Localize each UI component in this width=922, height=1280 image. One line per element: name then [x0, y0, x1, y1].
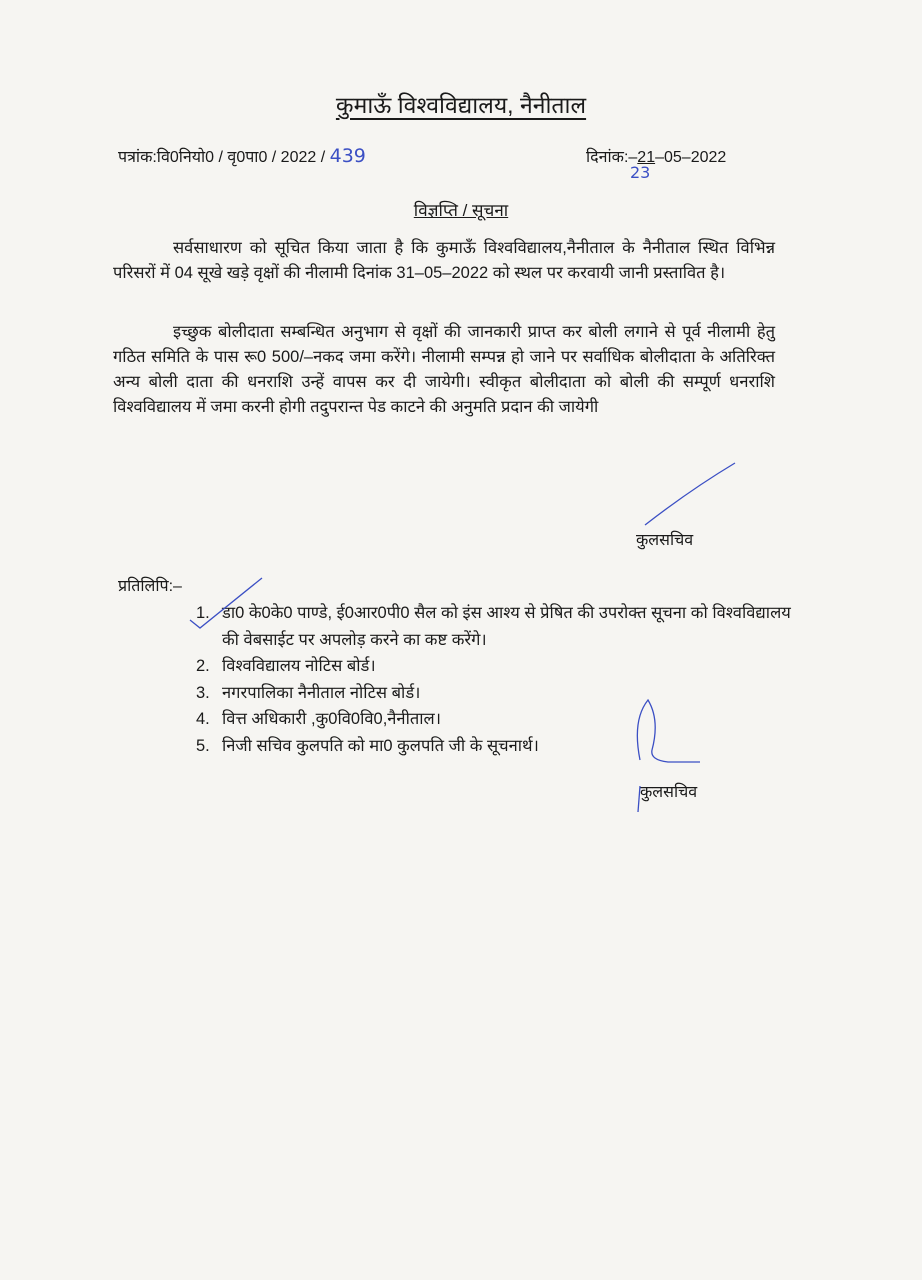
handwritten-date-correction: 23 [630, 163, 651, 182]
signatory-copy: कुलसचिव [640, 784, 698, 801]
signatory: कुलसचिव [636, 532, 694, 549]
notice-heading-text: विज्ञप्ति / सूचना [413, 201, 509, 220]
item-text: नगरपालिका नैनीताल नोटिस बोर्ड। [222, 683, 421, 702]
item-number: 2. [196, 657, 210, 675]
item-number: 5. [196, 736, 210, 755]
item-text: निजी सचिव कुलपति को मा0 कुलपति जी के सूचनार्थ। [222, 736, 539, 755]
signature-initials [637, 700, 700, 762]
notice-paragraph: इच्छुक बोलीदाता सम्बन्धित अनुभाग से वृक्षों की जानकारी प्राप्त कर बोली लगाने से पूर्व नीलामी हेतु गठित समिति के पास रू0 500/–नकद जमा करेंगे। नीलामी सम्पन्न हो जाने पर सर्वाधिक बोलीदाता के अतिरिक्त अन्य बोली दाता की धनराशि उन्हें वापस कर दी जायेगी। स्वीकृत बोलीदाता को बोली की सम्पूर्ण धनराशि विश्वविद्यालय में जमा करनी होगी तदुपरान्त पेड काटने की अनुमति प्रदान की जायेगी [113, 323, 775, 416]
notice-paragraph: सर्वसाधारण को सूचित किया जाता है कि कुमाऊँ विश्वविद्यालय,नैनीताल के नैनीताल स्थित विभिन्न परिसरों में 04 सूखे खड़े वृक्षों की नीलामी दिनांक 31–05–2022 को स्थल पर करवायी जानी प्रस्तावित है। [113, 239, 775, 282]
item-number: 4. [196, 710, 210, 728]
item-number: 3. [196, 683, 210, 702]
copy-to-label: प्रतिलिपि:– [118, 578, 182, 595]
item-text: डा0 के0के0 पाण्डे, ई0आर0पी0 सैल को इंस आश्य से प्रेषित की उपरोक्त सूचना को विश्वविद्यालय की वेबसाईट पर अपलोड़ करने का कष्ट करेंगे। [222, 604, 791, 649]
item-text: वित्त अधिकारी ,कु0वि0वि0,नैनीताल। [222, 710, 441, 728]
date-rest: –05–2022 [655, 149, 727, 166]
date-label: दिनांक:– [586, 149, 638, 166]
handwritten-reference-number: 439 [329, 145, 366, 167]
item-number: 1. [196, 604, 210, 622]
item-text: विश्वविद्यालय नोटिस बोर्ड। [222, 657, 376, 675]
title-text: कुमाऊँ विश्वविद्यालय, नैनीताल [335, 92, 587, 118]
signature-bracket [638, 786, 640, 812]
reference-prefix: पत्रांक:वि0नियो0 / वृ0पा0 / 2022 / [118, 149, 326, 166]
signature-stroke [645, 463, 735, 525]
date-struck-day: 21 [637, 149, 656, 166]
checkmark-icon [190, 578, 262, 628]
